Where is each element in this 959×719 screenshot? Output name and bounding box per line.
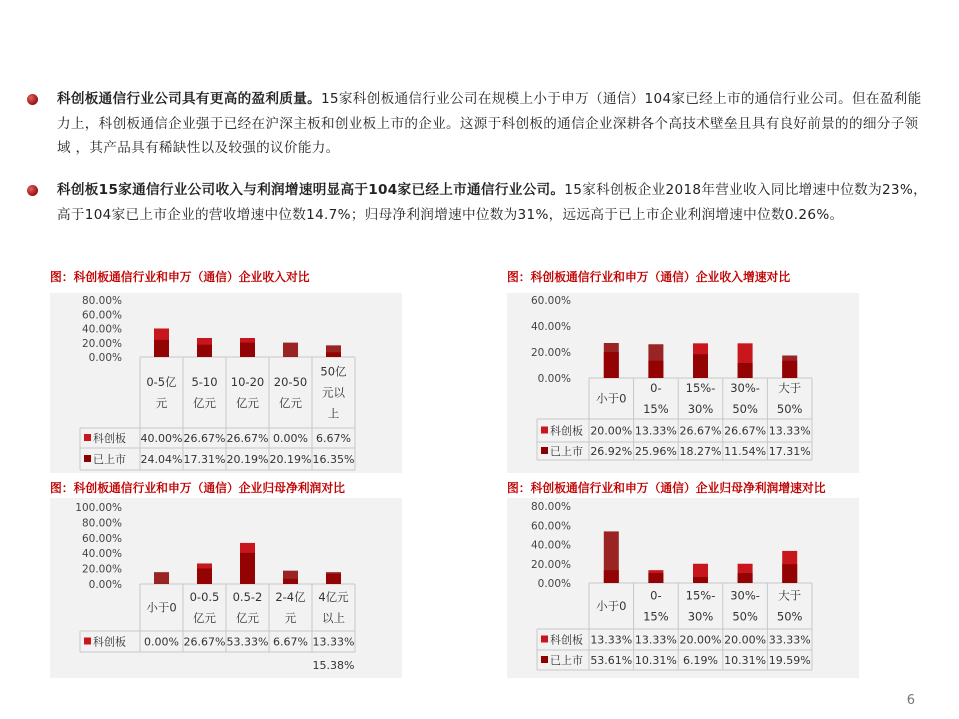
- bar-listed: [154, 572, 169, 584]
- category-label: 以上: [322, 611, 345, 625]
- data-label: 53.61%: [590, 654, 633, 667]
- bar-listed: [197, 568, 212, 584]
- y-tick-label: 60.00%: [530, 295, 571, 307]
- category-label: 大于: [778, 588, 802, 603]
- data-label: 11.54%: [724, 445, 767, 458]
- data-label: 18.27%: [679, 445, 722, 458]
- y-tick-label: 0.00%: [88, 352, 122, 364]
- bar-listed: [693, 354, 708, 378]
- category-label: 15%-: [685, 381, 716, 395]
- category-label: 大于: [778, 381, 802, 395]
- data-label: 6.19%: [683, 654, 718, 667]
- legend-label: 科创板: [550, 424, 583, 438]
- data-label: 16.35%: [312, 453, 355, 466]
- bar-listed: [648, 344, 663, 378]
- chart-revenue-svg: [50, 293, 402, 473]
- y-tick-label: 40.00%: [81, 323, 122, 336]
- category-label: 元以: [322, 385, 345, 400]
- y-tick-label: 20.00%: [530, 347, 571, 359]
- data-label: 24.04%: [140, 453, 183, 466]
- category-label: 50%: [732, 609, 758, 624]
- bar-listed: [782, 355, 797, 378]
- data-label: 26.67%: [724, 424, 767, 438]
- bar-listed: [197, 345, 212, 357]
- category-label: 30%: [687, 402, 714, 416]
- y-tick-label: 20.00%: [81, 563, 122, 576]
- legend-swatch-0: [84, 434, 91, 441]
- category-label: 亿元: [236, 611, 259, 625]
- category-label: 0-: [650, 381, 662, 395]
- data-label: 13.33%: [590, 633, 633, 647]
- data-label: 13.33%: [768, 424, 811, 438]
- bullet-2: [27, 178, 932, 227]
- category-label: 亿元: [236, 396, 259, 410]
- category-label: 5-10: [191, 375, 218, 389]
- data-label: 6.67%: [316, 432, 351, 445]
- category-label: 0-0.5: [189, 590, 220, 604]
- legend-label: 已上市: [550, 654, 583, 667]
- category-label: 4亿元: [318, 590, 349, 604]
- category-label: 30%-: [730, 588, 760, 603]
- category-label: 50亿: [320, 364, 347, 379]
- bullet-dot-icon: [27, 185, 38, 196]
- bullet-1: [27, 87, 932, 161]
- legend-swatch-1: [541, 656, 548, 663]
- chart-net-profit-growth: [507, 498, 859, 678]
- category-label: 30%-: [730, 381, 760, 395]
- bullet-2-text: [57, 178, 932, 227]
- legend-swatch-0: [541, 636, 548, 643]
- data-label: 10.31%: [634, 654, 677, 667]
- data-label: 40.00%: [140, 432, 183, 445]
- chart-2-caption: 图：科创板通信行业和申万（通信）企业收入增速对比: [507, 270, 791, 284]
- data-label: 26.67%: [183, 432, 226, 445]
- legend-swatch-0: [84, 638, 91, 645]
- bar-listed: [326, 572, 341, 584]
- y-tick-label: 0.00%: [537, 373, 571, 385]
- bar-listed: [693, 577, 708, 583]
- legend-swatch-1: [541, 447, 548, 454]
- data-label: 26.67%: [679, 424, 722, 438]
- legend-swatch-1: [84, 455, 91, 462]
- category-label: 20-50: [273, 375, 308, 389]
- bar-listed: [154, 340, 169, 357]
- category-label: 15%: [643, 609, 669, 624]
- bar-listed: [604, 343, 619, 378]
- y-tick-label: 60.00%: [81, 532, 122, 545]
- data-label: 13.33%: [312, 635, 355, 649]
- category-label: 小于0: [596, 391, 627, 406]
- chart-revenue: [50, 293, 402, 473]
- bar-listed: [648, 573, 663, 583]
- data-label: 17.31%: [183, 453, 226, 466]
- bullet-1-body: 15家科创板通信行业公司在规模上小于申万（通信）104家已经上市的通信行业公司。但在盈利能力上，科创板通信企业强于已经在沪深主板和创业板上市的企业。这源于科创板的通信企业深耕各个高技术壁垒且具有良好前景的的细分子领域 ，其产品具有稀缺性以及较强的议价能力。: [57, 91, 922, 156]
- chart-net-profit-svg: [50, 498, 402, 678]
- data-label: 20.19%: [226, 453, 269, 466]
- chart-net-profit: [50, 498, 402, 678]
- bullet-1-text: [57, 87, 932, 161]
- category-label: 2-4亿: [275, 590, 306, 604]
- data-label: 17.31%: [768, 445, 811, 458]
- category-label: 15%: [643, 402, 669, 416]
- category-label: 50%: [732, 402, 758, 416]
- chart-revenue-growth-svg: [507, 293, 859, 473]
- y-tick-label: 100.00%: [75, 502, 122, 514]
- y-tick-label: 20.00%: [81, 337, 122, 350]
- category-label: 上: [327, 406, 340, 421]
- y-tick-label: 40.00%: [530, 321, 571, 333]
- data-label: 15.38%: [312, 659, 355, 672]
- data-label: 13.33%: [634, 633, 677, 647]
- data-label: 10.31%: [724, 654, 767, 667]
- chart-net-profit-growth-svg: [507, 498, 859, 678]
- bar-listed: [283, 571, 298, 584]
- data-label: 19.59%: [768, 654, 811, 667]
- chart-3-caption: 图：科创板通信行业和申万（通信）企业归母净利润对比: [50, 481, 345, 495]
- category-label: 小于0: [146, 600, 177, 615]
- bar-listed: [604, 531, 619, 583]
- category-label: 15%-: [685, 588, 716, 603]
- bar-listed: [782, 564, 797, 583]
- bullet-2-body: 15家科创板企业2018年营业收入同比增速中位数为23%，高于104家已上市企业的营收增速中位数14.7%；归母净利润增速中位数为31%，远远高于已上市企业利润增速中位数0.26%。: [57, 182, 927, 223]
- category-label: 小于0: [596, 599, 627, 613]
- data-label: 25.96%: [634, 445, 677, 458]
- data-label: 53.33%: [226, 635, 269, 649]
- y-tick-label: 80.00%: [81, 295, 122, 307]
- chart-1-caption: 图：科创板通信行业和申万（通信）企业收入对比: [50, 270, 310, 284]
- category-label: 亿元: [193, 396, 216, 410]
- category-label: 元: [155, 396, 168, 410]
- y-tick-label: 20.00%: [530, 558, 571, 571]
- category-label: 50%: [776, 609, 803, 624]
- category-label: 0.5-2: [232, 590, 263, 604]
- bar-listed: [326, 345, 341, 357]
- category-label: 10-20: [230, 375, 265, 389]
- y-tick-label: 0.00%: [537, 578, 571, 590]
- legend-label: 科创板: [93, 635, 126, 649]
- bullet-2-heading: 科创板15家通信行业公司收入与利润增速明显高于104家已经上市通信行业公司。: [57, 182, 565, 198]
- category-label: 亿元: [279, 396, 302, 410]
- bar-listed: [240, 553, 255, 584]
- data-label: 20.00%: [679, 633, 722, 647]
- data-label: 33.33%: [768, 633, 811, 647]
- legend-label: 科创板: [550, 633, 583, 647]
- data-label: 20.00%: [590, 424, 633, 438]
- y-tick-label: 60.00%: [530, 520, 571, 533]
- bullet-1-heading: 科创板通信行业公司具有更高的盈利质量。: [57, 91, 321, 107]
- data-label: 20.19%: [269, 453, 312, 466]
- y-tick-label: 80.00%: [530, 501, 571, 513]
- chart-revenue-growth: [507, 293, 859, 473]
- data-label: 20.00%: [724, 633, 767, 647]
- legend-swatch-0: [541, 427, 548, 434]
- bullet-dot-icon: [27, 94, 38, 105]
- data-label: 26.67%: [226, 432, 269, 445]
- category-label: 30%: [687, 609, 714, 624]
- data-label: 13.33%: [634, 424, 677, 438]
- y-tick-label: 0.00%: [88, 579, 122, 591]
- legend-label: 已上市: [550, 445, 583, 458]
- category-label: 50%: [776, 402, 803, 416]
- page-number: 6: [906, 693, 915, 708]
- bar-listed: [738, 363, 753, 378]
- data-label: 26.67%: [183, 635, 226, 649]
- category-label: 0-: [650, 588, 662, 603]
- data-label: 0.00%: [273, 432, 308, 445]
- y-tick-label: 80.00%: [81, 517, 122, 530]
- legend-label: 已上市: [93, 453, 126, 466]
- legend-label: 科创板: [93, 432, 126, 445]
- category-label: 0-5亿: [146, 375, 177, 389]
- category-label: 亿元: [193, 611, 216, 625]
- data-label: 0.00%: [144, 635, 179, 649]
- chart-4-caption: 图：科创板通信行业和申万（通信）企业归母净利润增速对比: [507, 481, 826, 495]
- bar-listed: [240, 343, 255, 357]
- data-label: 6.67%: [273, 635, 308, 649]
- y-tick-label: 40.00%: [530, 539, 571, 552]
- y-tick-label: 60.00%: [81, 309, 122, 322]
- data-label: 26.92%: [590, 445, 633, 458]
- bar-listed: [738, 573, 753, 583]
- category-label: 元: [284, 611, 297, 625]
- y-tick-label: 40.00%: [81, 548, 122, 561]
- bar-listed: [283, 343, 298, 357]
